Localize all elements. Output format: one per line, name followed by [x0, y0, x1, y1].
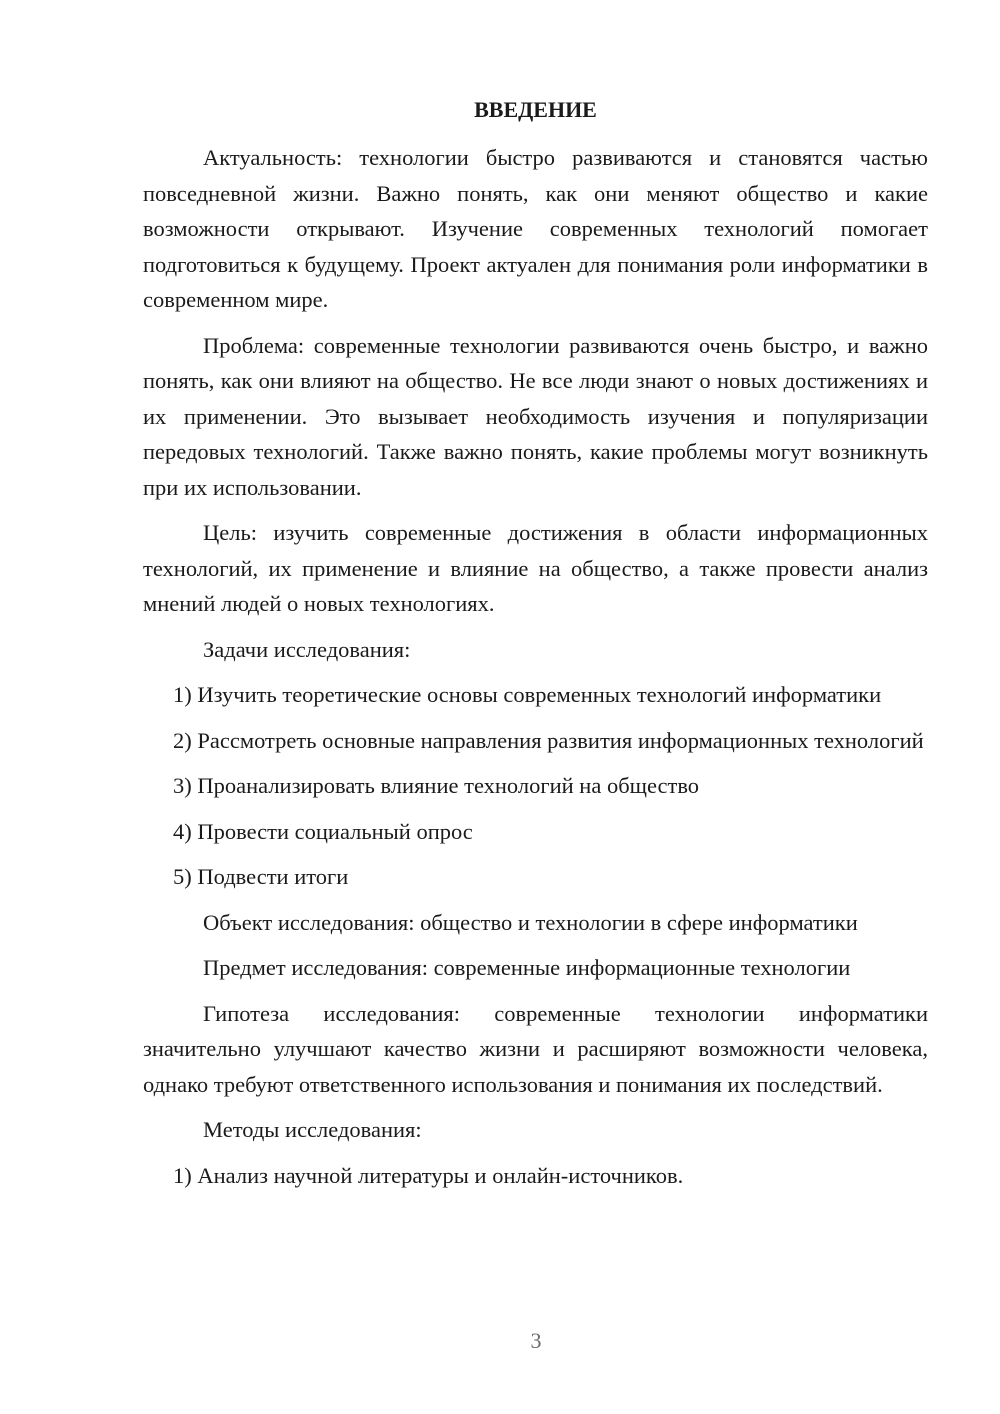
methods-heading: Методы исследования:	[203, 1117, 422, 1142]
subject-paragraph: Предмет исследования: современные информационные технологии	[203, 955, 851, 980]
task-item-5: 5) Подвести итоги	[173, 864, 349, 889]
object-paragraph: Объект исследования: общество и технологии в сфере информатики	[203, 909, 858, 935]
relevance-paragraph: Актуальность: технологии быстро развиваются и становятся частью повседневной жизни. Важно понять, как они меняют общество и какие возможности открывают. Изучение современных технологий помогает подготовиться к будущему. Проект актуален для понимания роли информатики в современном мире.	[143, 145, 928, 312]
task-item-1: 1) Изучить теоретические основы современных технологий информатики	[173, 682, 882, 707]
problem-paragraph: Проблема: современные технологии развиваются очень быстро, и важно понять, как они влияют на общество. Не все люди знают о новых достижениях и их применении. Это вызывает необходимость изучения и популяризации передовых технологий. Также важно понять, какие проблемы могут возникнуть при их использовании.	[143, 332, 928, 500]
task-item-4: 4) Провести социальный опрос	[173, 818, 473, 844]
hypothesis-paragraph: Гипотеза исследования: современные технологии информатики значительно улучшают качество жизни и расширяют возможности человека, однако требуют ответственного использования и понимания их последствий.	[143, 1000, 928, 1097]
method-item-1: 1) Анализ научной литературы и онлайн-источников.	[173, 1162, 684, 1188]
section-title: ВВЕДЕНИЕ	[474, 97, 597, 122]
goal-paragraph: Цель: изучить современные достижения в области информационных технологий, их применение и влияние на общество, а также провести анализ мнений людей о новых технологиях.	[143, 520, 928, 616]
page-number: 3	[530, 1328, 542, 1353]
task-item-3: 3) Проанализировать влияние технологий на общество	[173, 773, 700, 798]
tasks-heading: Задачи исследования:	[203, 636, 411, 662]
task-item-2: 2) Рассмотреть основные направления развития информационных технологий	[173, 727, 924, 753]
document-page	[143, 88, 928, 1203]
